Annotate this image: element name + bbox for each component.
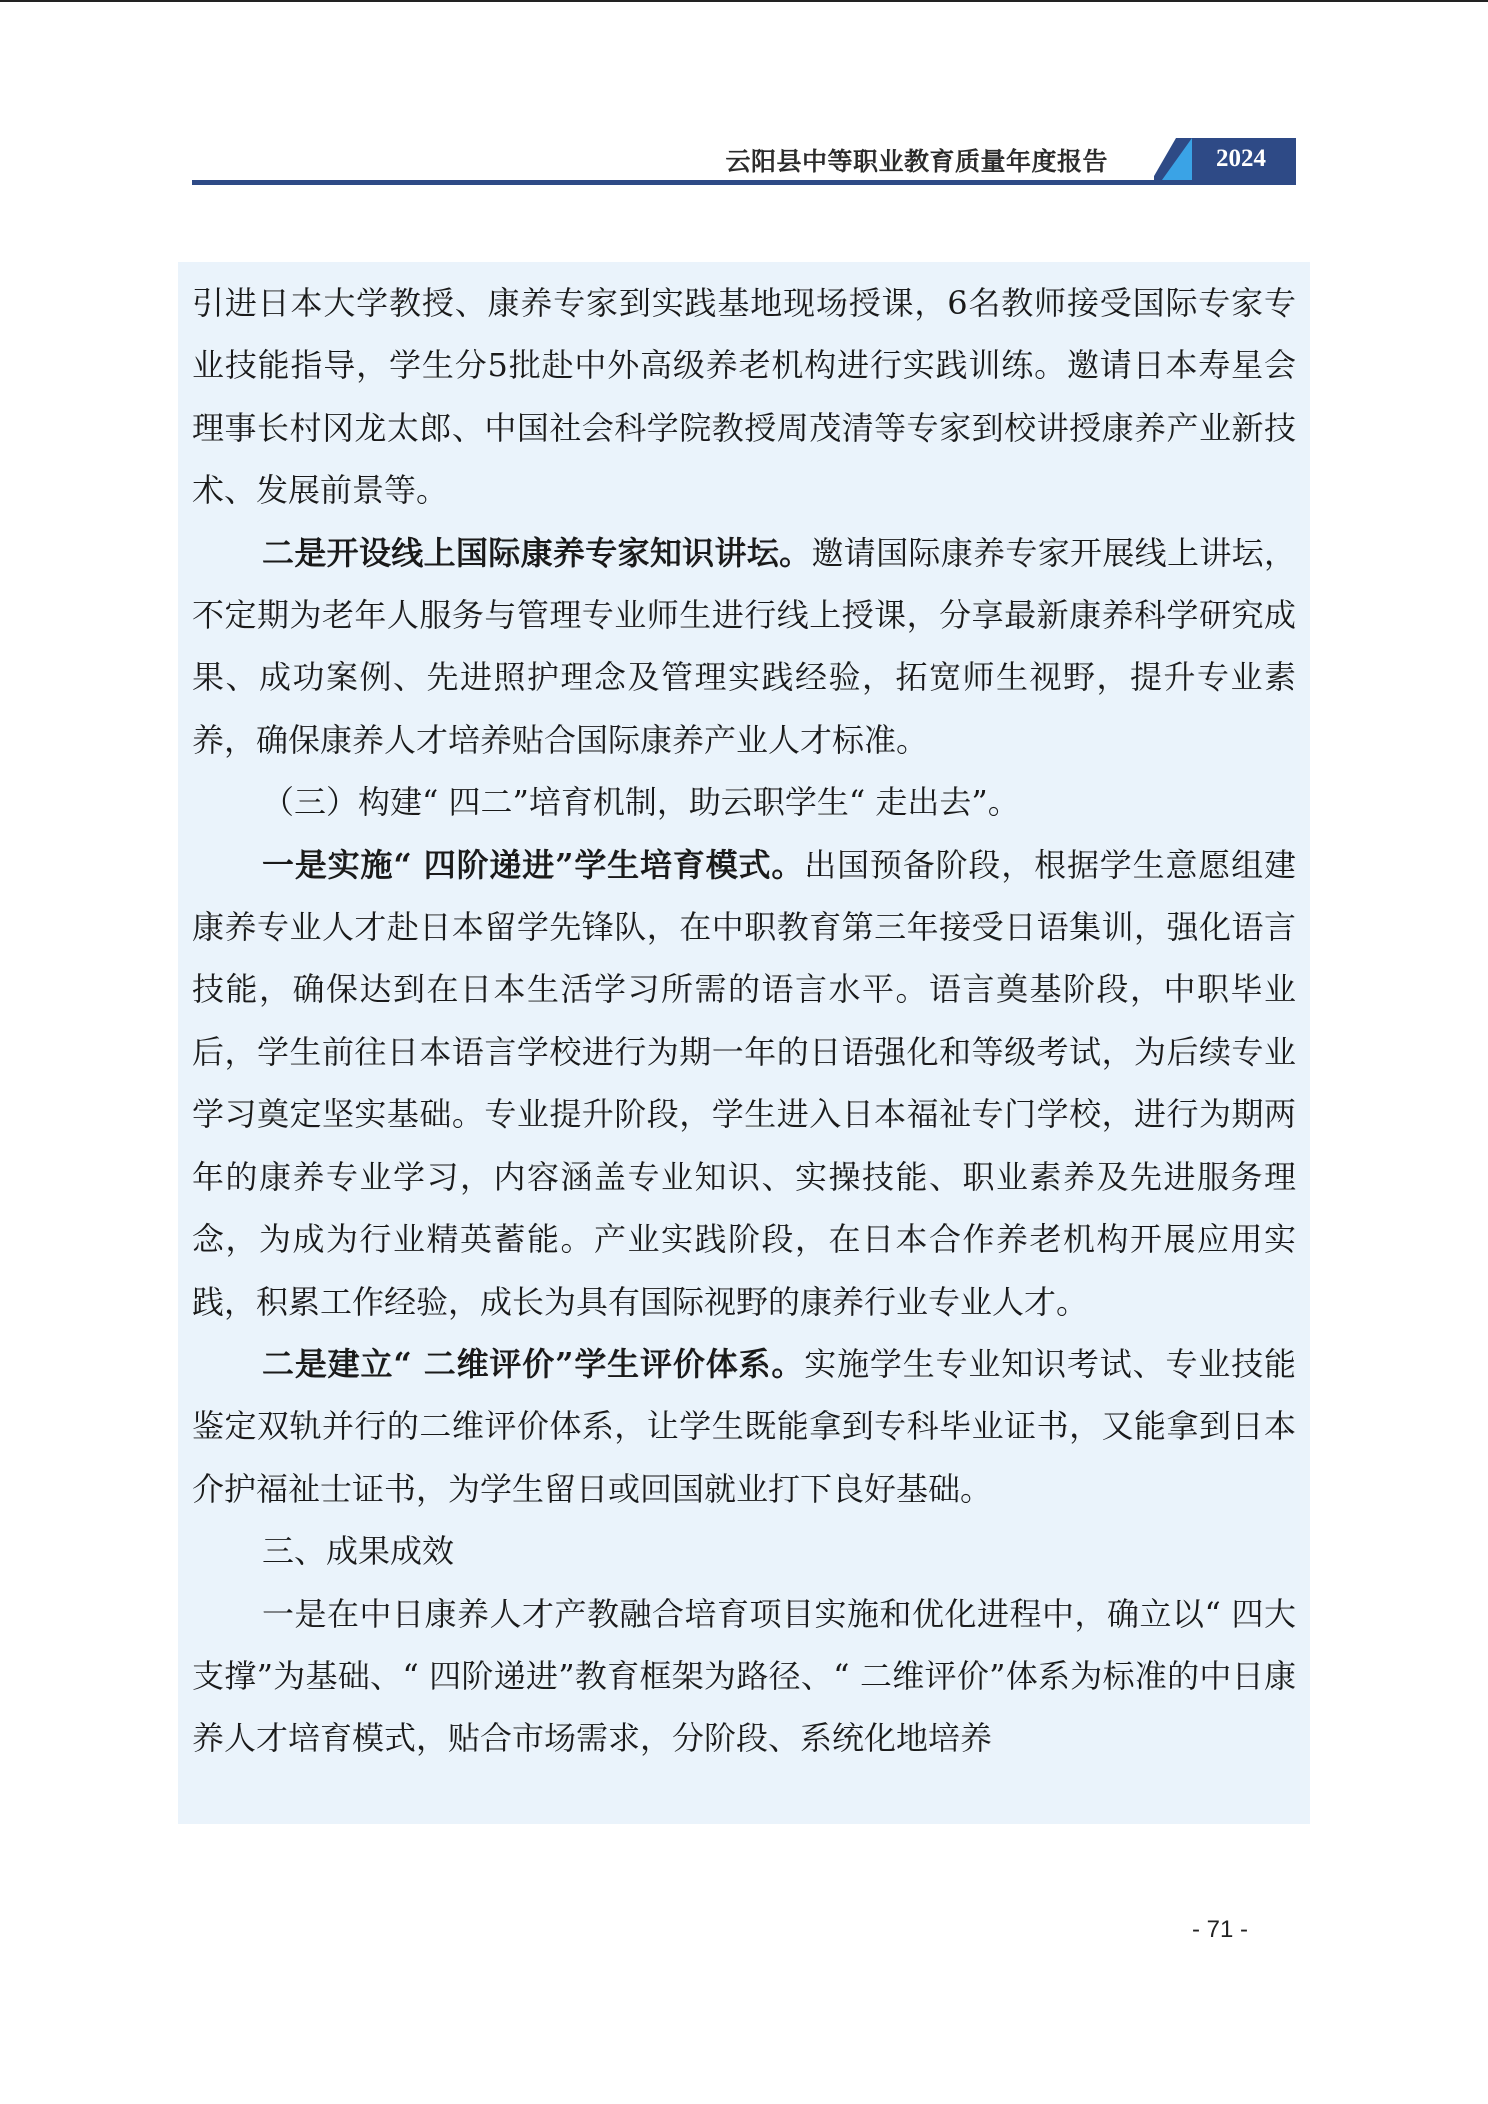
paragraph-5-heading: 二是建立“ 二维评价”学生评价体系。 — [262, 1344, 805, 1383]
paragraph-5 — [192, 1333, 1296, 1520]
section-heading-3: （三）构建“ 四二”培育机制，助云职学生“ 走出去”。 — [262, 783, 1020, 822]
page-top-border — [0, 0, 1488, 2]
paragraph-4-text: 出国预备阶段，根据学生意愿组建康养专业人才赴日本留学先锋队，在中职教育第三年接受日语集训，强化语言技能，确保达到在日本生活学习所需的语言水平。语言奠基阶段，中职毕业后，学生前往日本语言学校进行为期一年的日语强化和等级考试，为后续专业学习奠定坚实基础。专业提升阶段，学生进入日本福祉专门学校，进行为期两年的康养专业学习，内容涵盖专业知识、实操技能、职业素养及先进服务理念，为成为行业精英蓄能。产业实践阶段，在日本合作养老机构开展应用实践，积累工作经验，成长为具有国际视野的康养行业专业人才。 — [192, 845, 1296, 1321]
section-heading-results: 三、成果成效 — [262, 1532, 455, 1571]
header-rule — [192, 180, 1296, 185]
paragraph-2-text: 邀请国际康养专家开展线上讲坛，不定期为老年人服务与管理专业师生进行线上授课，分享最新康养科学研究成果、成功案例、先进照护理念及管理实践经验，拓宽师生视野，提升专业素养，确保康养人才培养贴合国际康养产业人才标准。 — [192, 533, 1296, 759]
paragraph-5-text: 实施学生专业知识考试、专业技能鉴定双轨并行的二维评价体系，让学生既能拿到专科毕业证书，又能拿到日本介护福祉士证书，为学生留日或回国就业打下良好基础。 — [192, 1344, 1296, 1508]
paragraph-2-heading: 二是开设线上国际康养专家知识讲坛。 — [262, 533, 812, 572]
paragraph-7: 一是在中日康养人才产教融合培育项目实施和优化进程中，确立以“ 四大支撑”为基础、“ 四阶递进”教育框架为路径、“ 二维评价”体系为标准的中日康养人才培育模式，贴合市场需求，分阶段、系统化地培养 — [192, 1594, 1296, 1758]
body-text — [192, 272, 1296, 1770]
paragraph-4 — [192, 834, 1296, 1333]
paragraph-4-heading: 一是实施“ 四阶递进”学生培育模式。 — [262, 845, 805, 884]
paragraph-1: 引进日本大学教授、康养专家到实践基地现场授课，6名教师接受国际专家专业技能指导，学生分5批赴中外高级养老机构进行实践训练。邀请日本寿星会理事长村冈龙太郎、中国社会科学院教授周茂清等专家到校讲授康养产业新技术、发展前景等。 — [192, 284, 1296, 510]
year-badge: 2024 — [1154, 138, 1296, 180]
year-badge-accent — [1162, 138, 1192, 180]
paragraph-2 — [192, 522, 1296, 772]
report-title: 云阳县中等职业教育质量年度报告 — [725, 147, 1108, 176]
page-number: - 71 - — [1191, 1916, 1248, 1943]
page-header — [192, 138, 1296, 186]
